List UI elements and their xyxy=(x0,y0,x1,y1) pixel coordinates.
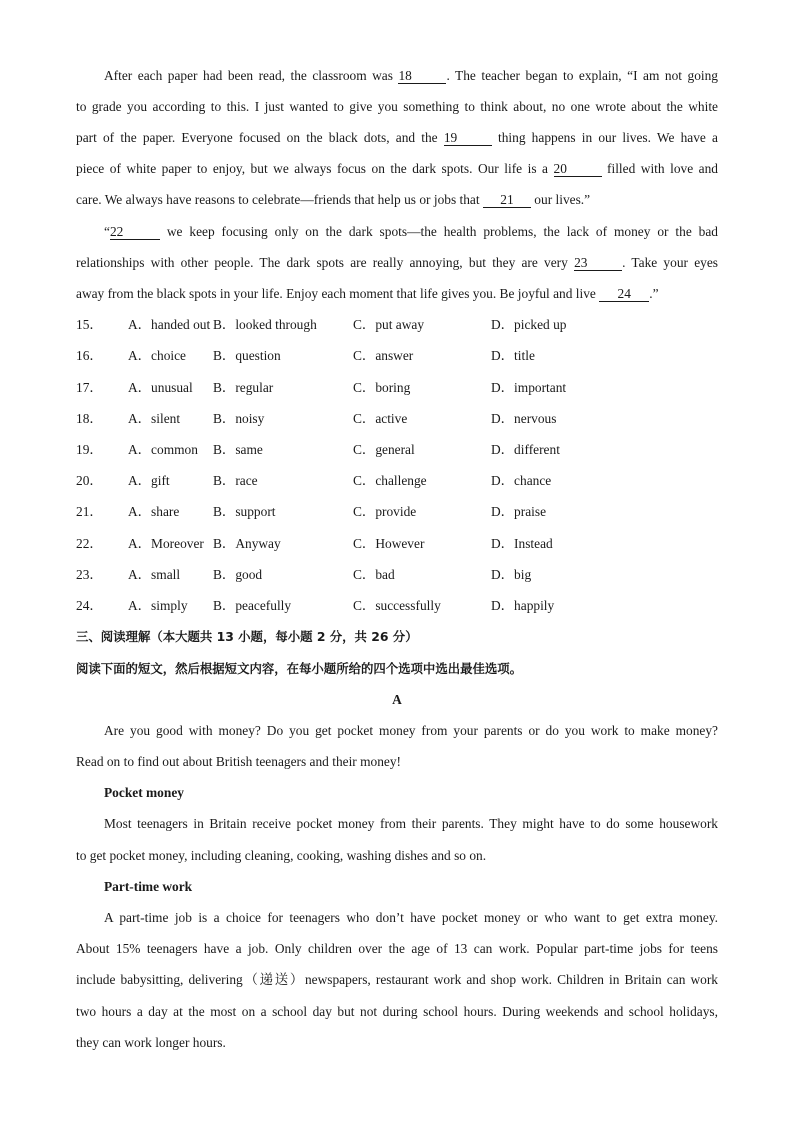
blank-19: 19 xyxy=(444,130,492,146)
section-heading: 三、阅读理解（本大题共 13 小题，每小题 2 分，共 26 分） xyxy=(76,629,418,644)
passage-line: “22 we keep focusing only on the dark spots—the health problems, the lack of money or the bad xyxy=(104,224,718,239)
blank-23: 23 xyxy=(574,255,622,271)
passage-line: to grade you according to this. I just wanted to give you something to think about, no one wrote about the white xyxy=(76,99,718,114)
reading-line: include babysitting, delivering（递送）newspapers, restaurant work and shop work. Children in Britain can work xyxy=(76,972,718,987)
passage-line: part of the paper. Everyone focused on the black dots, and the 19 thing happens in our lives. We have a xyxy=(76,130,718,145)
subheading-pocket-money: Pocket money xyxy=(104,785,184,800)
blank-22: 22 xyxy=(110,224,160,240)
reading-line: Are you good with money? Do you get pocket money from your parents or do you work to make money? xyxy=(104,723,718,738)
reading-line: they can work longer hours. xyxy=(76,1035,226,1050)
passage-label: A xyxy=(392,692,402,707)
passage-line: away from the black spots in your life. Enjoy each moment that life gives you. Be joyful and live 24 .” xyxy=(76,286,659,301)
passage-line: care. We always have reasons to celebrate—friends that help us or jobs that 21 our lives.” xyxy=(76,192,591,207)
passage-line: relationships with other people. The dark spots are really annoying, but they are very 23 . Take your eyes xyxy=(76,255,718,270)
reading-line: two hours a day at the most on a school day but not during school hours. During weekends and school holidays, xyxy=(76,1004,718,1019)
passage-line: piece of white paper to enjoy, but we always focus on the dark spots. Our life is a 20 filled with love and xyxy=(76,161,718,176)
reading-line: About 15% teenagers have a job. Only children over the age of 13 can work. Popular part-time jobs for teens xyxy=(76,941,718,956)
reading-line: A part-time job is a choice for teenagers who don’t have pocket money or who want to get extra money. xyxy=(104,910,718,925)
section-instruction: 阅读下面的短文，然后根据短文内容，在每小题所给的四个选项中选出最佳选项。 xyxy=(76,661,523,676)
blank-24: 24 xyxy=(599,286,649,302)
exam-page: After each paper had been read, the classroom was 18 . The teacher began to explain, “I am not going to grade you according to this. I just wanted to give you something to think about, no one wrote about the white part of the paper. Everyone focused on the black dots, and the 19 thing happens in our lives. We have a piece of white paper to enjoy, but we always focus on the dark spots. Our life is a 20 filled with love and care. We always have reasons to celebrate—friends that help us or jobs that 21 our lives.” “22 we keep focusing only on the dark spots—the health problems, the lack of money or the bad relationships with other people. The dark spots are really annoying, but they are very 23 . Take your eyes away from the black spots in your life. Enjoy each moment that life gives you. Be joyful and live 24 .” 15． A．handed out B．looked through C．put away D．picked up 16． A．choice B．question C．answer D．title 17． A．unusual B．regular C．boring D．important 18． A．silent B．noisy C．active D．nervous 19． A．common B．same C．general D．different 20． A．gift B．race C．challenge D．chance 21． A．share B．support C．provide D．praise 22． A．Moreover B．Anyway C．However D．Instead 23． A．small B．good C．bad D．big 24． A．simply B．peacefully C．successfully D．happily 三、阅读理解（本大题共 13 小题，每小题 2 分，共 26 分） 阅读下面的短文，然后根据短文内容，在每小题所给的四个选项中选出最佳选项。 A Are you good with money? Do you get pocket money from your parents or do you work to make money? Read on to find out about British teenagers and their money! Pocket money Most teenagers in Britain receive pocket money from their parents. They might have to do some housework to get pocket money, including cleaning, cooking, washing dishes and so on. Part-time work A part-time job is a choice for teenagers who don’t have pocket money or who want to get extra money. About 15% teenagers have a job. Only children over the age of 13 can work. Popular part-time jobs for teens include babysitting, delivering（递送）newspapers, restaurant work and shop work. Children in Britain can work two hours a day at the most on a school day but not during school hours. During weekends and school holidays, they can work longer hours. xyxy=(0,0,794,1123)
reading-line: to get pocket money, including cleaning, cooking, washing dishes and so on. xyxy=(76,848,487,863)
reading-line: Most teenagers in Britain receive pocket money from their parents. They might have to do some housework xyxy=(104,816,718,831)
blank-18: 18 xyxy=(398,68,446,84)
passage-line: After each paper had been read, the classroom was 18 . The teacher began to explain, “I am not going xyxy=(104,68,718,83)
reading-line: Read on to find out about British teenagers and their money! xyxy=(76,754,402,769)
blank-20: 20 xyxy=(554,161,602,177)
subheading-part-time-work: Part-time work xyxy=(104,879,193,894)
blank-21: 21 xyxy=(483,192,531,208)
